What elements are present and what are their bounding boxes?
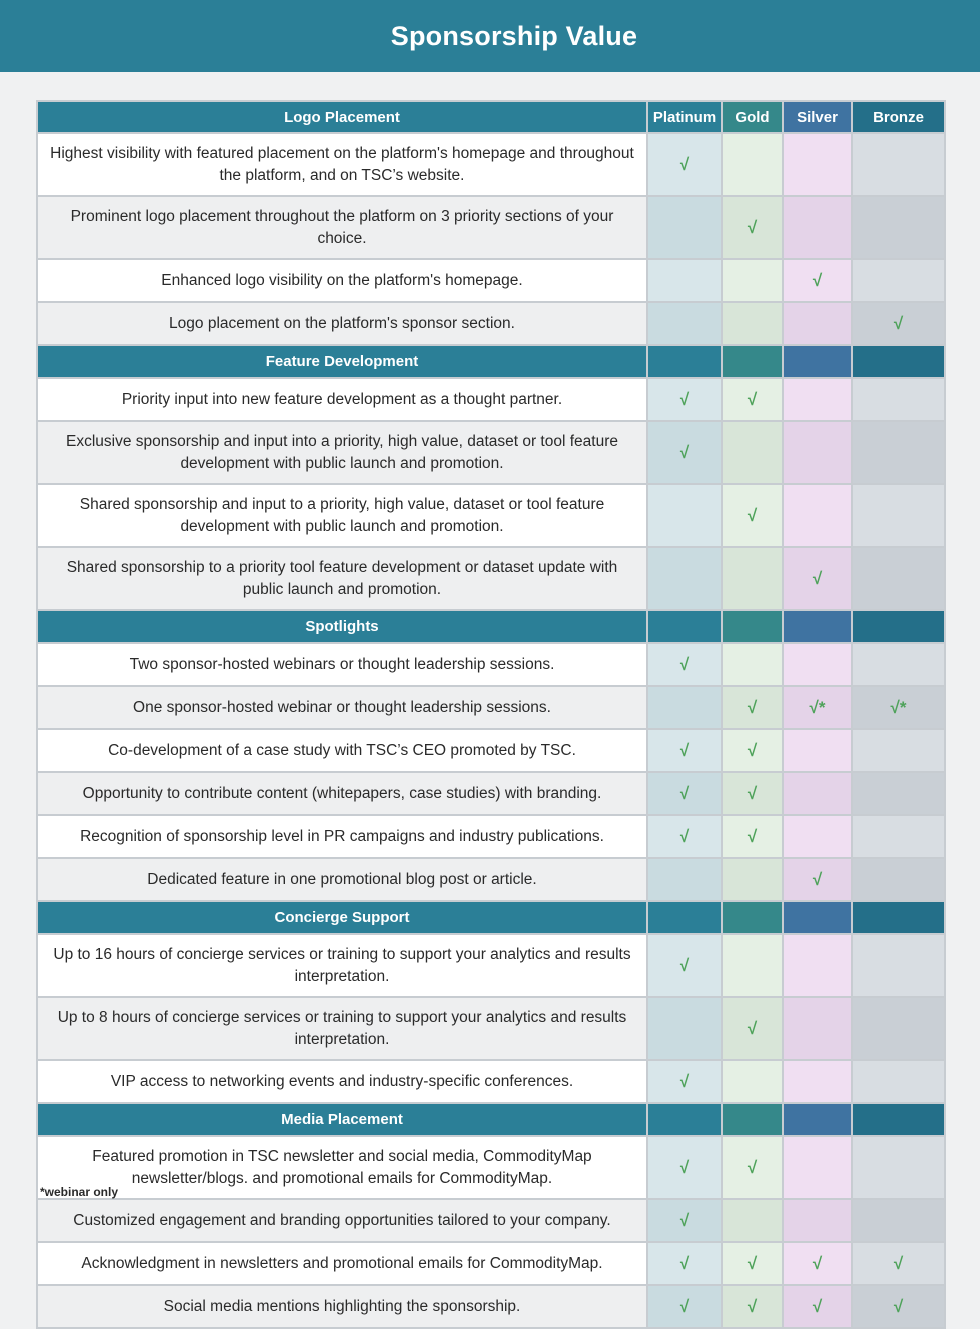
tier-cell-silver [783,196,852,259]
table-row [37,1285,945,1328]
tier-header-platinum: Platinum [647,101,722,133]
tier-cell-silver [783,484,852,547]
section-header-cell [852,345,945,378]
tier-header-silver: Silver [783,101,852,133]
tier-cell-bronze [852,196,945,259]
tier-cell-bronze [852,259,945,302]
tier-cell-bronze [852,997,945,1060]
tier-cell-bronze [852,815,945,858]
tier-cell-gold [722,484,783,547]
benefit-text: Featured promotion in TSC newsletter and social media, CommodityMap newsletter/blogs. and promotional emails for CommodityMap. [37,1136,647,1199]
benefit-text: Priority input into new feature development as a thought partner. [37,378,647,421]
tier-cell-silver [783,1060,852,1103]
table-row [37,302,945,345]
check-icon: √ [679,1210,690,1230]
tier-cell-gold [722,815,783,858]
tier-cell-silver [783,1136,852,1199]
benefit-text: Dedicated feature in one promotional blog post or article. [37,858,647,901]
table-row [37,1136,945,1199]
check-icon: √ [747,1253,758,1273]
check-icon: √ [747,1157,758,1177]
tier-cell-platinum [647,259,722,302]
benefit-text: Shared sponsorship to a priority tool feature development or dataset update with public launch and promotion. [37,547,647,610]
benefit-text: Enhanced logo visibility on the platform's homepage. [37,259,647,302]
tier-cell-bronze [852,484,945,547]
tier-cell-gold [722,934,783,997]
tier-header-bronze: Bronze [852,101,945,133]
check-icon: √ [679,1253,690,1273]
check-icon: √ [747,389,758,409]
page-title: Sponsorship Value [390,20,638,51]
check-icon: √ [747,740,758,760]
check-icon: √ [812,869,823,889]
tier-cell-silver [783,997,852,1060]
tier-cell-gold [722,133,783,196]
tier-cell-silver [783,259,852,302]
benefit-text: Up to 16 hours of concierge services or training to support your analytics and results interpretation. [37,934,647,997]
tier-cell-gold [722,196,783,259]
check-icon: √ [679,826,690,846]
tier-cell-silver [783,643,852,686]
tier-cell-gold [722,302,783,345]
section-header-row [37,101,945,133]
tier-cell-gold [722,643,783,686]
benefit-text: Highest visibility with featured placement on the platform's homepage and throughout the platform, and on TSC’s website. [37,133,647,196]
section-title: Media Placement [37,1103,647,1136]
tier-cell-platinum [647,815,722,858]
check-icon: √ [747,1018,758,1038]
check-icon: √ [679,1296,690,1316]
tier-cell-platinum [647,772,722,815]
section-title: Spotlights [37,610,647,643]
table-row [37,547,945,610]
tier-cell-bronze [852,686,945,729]
table-row [37,196,945,259]
tier-cell-gold [722,1242,783,1285]
section-header-row [37,901,945,934]
check-icon: √ [812,1253,823,1273]
tier-cell-gold [722,1060,783,1103]
table-row [37,259,945,302]
benefit-text: Exclusive sponsorship and input into a priority, high value, dataset or tool feature development with public launch and promotion. [37,421,647,484]
check-icon: √ [679,1071,690,1091]
tier-cell-silver [783,729,852,772]
tier-cell-bronze [852,772,945,815]
tier-cell-platinum [647,1199,722,1242]
check-icon: √ [679,389,690,409]
table-row [37,484,945,547]
check-icon: √ [679,955,690,975]
section-header-cell [722,901,783,934]
tier-cell-platinum [647,547,722,610]
tier-cell-silver [783,772,852,815]
tier-cell-bronze [852,1136,945,1199]
benefit-text: Co-development of a case study with TSC’s CEO promoted by TSC. [37,729,647,772]
table-row [37,133,945,196]
check-icon: √ [679,783,690,803]
section-header-cell [647,901,722,934]
benefit-text: Acknowledgment in newsletters and promotional emails for CommodityMap. [37,1242,647,1285]
title-banner [0,0,980,72]
tier-cell-gold [722,547,783,610]
check-icon: √ [679,740,690,760]
section-header-row [37,345,945,378]
tier-cell-platinum [647,196,722,259]
tier-cell-bronze [852,729,945,772]
benefit-text: Recognition of sponsorship level in PR campaigns and industry publications. [37,815,647,858]
benefit-text: Up to 8 hours of concierge services or training to support your analytics and results interpretation. [37,997,647,1060]
benefit-text: Logo placement on the platform's sponsor section. [37,302,647,345]
check-icon: √ [679,154,690,174]
check-icon: √ [679,442,690,462]
benefit-text: Shared sponsorship and input to a priority, high value, dataset or tool feature development with public launch and promotion. [37,484,647,547]
check-icon: √ [747,826,758,846]
check-icon: √ [812,1296,823,1316]
benefit-text: Two sponsor-hosted webinars or thought leadership sessions. [37,643,647,686]
tier-cell-bronze [852,1285,945,1328]
tier-cell-silver [783,378,852,421]
tier-cell-silver [783,1285,852,1328]
check-icon: √ [679,1157,690,1177]
table-row [37,643,945,686]
table-row [37,1060,945,1103]
footnote: *webinar only [40,1185,119,1199]
benefit-text: VIP access to networking events and industry-specific conferences. [37,1060,647,1103]
section-header-cell [647,610,722,643]
tier-cell-platinum [647,1285,722,1328]
tier-cell-bronze [852,858,945,901]
section-header-cell [783,1103,852,1136]
table-row [37,997,945,1060]
check-icon: √* [890,697,907,717]
tier-cell-platinum [647,484,722,547]
tier-cell-platinum [647,686,722,729]
tier-cell-gold [722,997,783,1060]
section-header-cell [722,1103,783,1136]
tier-cell-gold [722,858,783,901]
tier-cell-gold [722,772,783,815]
tier-cell-bronze [852,934,945,997]
tier-cell-gold [722,686,783,729]
table-row [37,1199,945,1242]
section-header-cell [783,345,852,378]
tier-cell-bronze [852,378,945,421]
section-title: Concierge Support [37,901,647,934]
tier-header-gold: Gold [722,101,783,133]
section-header-cell [647,345,722,378]
table-row [37,686,945,729]
check-icon: √ [812,270,823,290]
tier-cell-platinum [647,1060,722,1103]
table-row [37,729,945,772]
check-icon: √ [812,568,823,588]
check-icon: √ [893,313,904,333]
tier-cell-bronze [852,421,945,484]
section-header-cell [722,610,783,643]
tier-cell-gold [722,259,783,302]
tier-cell-silver [783,858,852,901]
tier-cell-gold [722,421,783,484]
section-header-row [37,1103,945,1136]
check-icon: √* [809,697,826,717]
tier-cell-bronze [852,547,945,610]
tier-cell-gold [722,1199,783,1242]
tier-cell-silver [783,421,852,484]
check-icon: √ [679,654,690,674]
table-row [37,934,945,997]
tier-cell-gold [722,1136,783,1199]
benefit-text: One sponsor-hosted webinar or thought leadership sessions. [37,686,647,729]
tier-cell-bronze [852,1060,945,1103]
tier-cell-bronze [852,1199,945,1242]
tier-cell-bronze [852,1242,945,1285]
tier-cell-gold [722,729,783,772]
table-row [37,858,945,901]
tier-cell-bronze [852,643,945,686]
tier-cell-platinum [647,1136,722,1199]
tier-cell-silver [783,934,852,997]
tier-cell-platinum [647,133,722,196]
tier-cell-silver [783,302,852,345]
check-icon: √ [747,697,758,717]
benefit-text: Social media mentions highlighting the sponsorship. [37,1285,647,1328]
benefit-text: Customized engagement and branding opportunities tailored to your company. [37,1199,647,1242]
tier-cell-platinum [647,934,722,997]
tier-cell-silver [783,1242,852,1285]
tier-cell-platinum [647,302,722,345]
tier-cell-platinum [647,997,722,1060]
section-header-cell [722,345,783,378]
tier-cell-platinum [647,421,722,484]
sponsorship-table [36,100,946,1329]
check-icon: √ [747,505,758,525]
section-header-cell [852,610,945,643]
benefit-text: Opportunity to contribute content (whitepapers, case studies) with branding. [37,772,647,815]
tier-cell-bronze [852,302,945,345]
section-title: Feature Development [37,345,647,378]
section-header-row [37,610,945,643]
table-row [37,378,945,421]
check-icon: √ [747,783,758,803]
tier-cell-platinum [647,858,722,901]
tier-cell-platinum [647,1242,722,1285]
tier-cell-platinum [647,378,722,421]
section-header-cell [852,901,945,934]
table-row [37,815,945,858]
table-row [37,772,945,815]
benefit-text: Prominent logo placement throughout the platform on 3 priority sections of your choice. [37,196,647,259]
table-row [37,421,945,484]
check-icon: √ [893,1296,904,1316]
tier-cell-gold [722,1285,783,1328]
tier-cell-silver [783,1199,852,1242]
section-header-cell [852,1103,945,1136]
tier-cell-silver [783,547,852,610]
check-icon: √ [747,1296,758,1316]
tier-cell-silver [783,815,852,858]
check-icon: √ [893,1253,904,1273]
section-header-cell [783,610,852,643]
tier-cell-gold [722,378,783,421]
check-icon: √ [747,217,758,237]
tier-cell-silver [783,133,852,196]
table-row [37,1242,945,1285]
tier-cell-silver [783,686,852,729]
section-header-cell [783,901,852,934]
section-header-cell [647,1103,722,1136]
tier-cell-platinum [647,643,722,686]
section-title: Logo Placement [37,101,647,133]
tier-cell-bronze [852,133,945,196]
tier-cell-platinum [647,729,722,772]
